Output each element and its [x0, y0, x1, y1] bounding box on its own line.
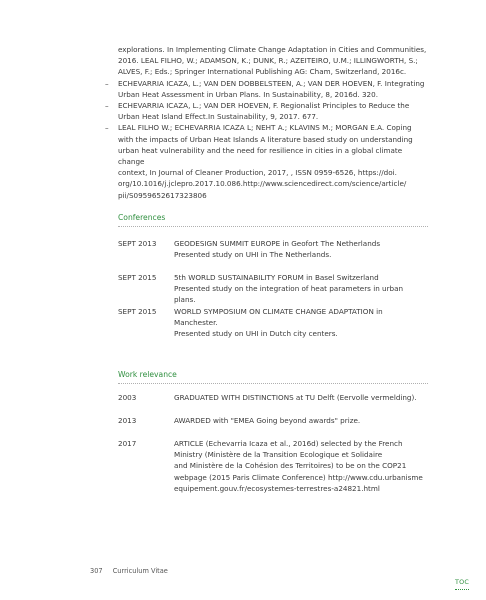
- entry-description: [174, 306, 426, 340]
- entry-line: GRADUATED WITH DISTINCTIONS at TU Delft (Eervolle vermelding).: [174, 393, 417, 402]
- entry-date: SEPT 2015: [118, 307, 157, 316]
- reference-line: – ECHEVARRIA ICAZA, L.; VAN DER HOEVEN, F. Regionalist Principles to Reduce the: [118, 101, 410, 111]
- reference-line: Urban Heat Island Effect.In Sustainability, 9, 2017. 677.: [118, 112, 319, 122]
- reference-list: [118, 44, 428, 201]
- entry-line: Presented study on the integration of heat parameters in urban plans.: [174, 284, 404, 305]
- entry-date: 2017: [118, 439, 137, 448]
- reference-line: explorations. In Implementing Climate Change Adaptation in Cities and Communities,: [118, 45, 427, 54]
- entry-description: [174, 438, 426, 494]
- section-divider: [118, 226, 428, 227]
- page-footer: [90, 566, 168, 577]
- reference-entry: [118, 122, 428, 200]
- page-number: 307: [90, 567, 103, 575]
- conferences-heading: Conferences: [118, 213, 166, 222]
- reference-line: context, In Journal of Cleaner Production, 2017, , ISSN 0959-6526, https://doi.: [118, 168, 397, 178]
- entry-description: [174, 238, 426, 260]
- reference-entry: [118, 44, 428, 78]
- entry-description: [174, 272, 426, 306]
- entry-line: Manchester.: [174, 318, 218, 328]
- entry-line: 5th WORLD SUSTAINABILITY FORUM in Basel Switzerland: [174, 273, 379, 282]
- reference-entry: [118, 100, 428, 122]
- section-divider: [118, 383, 428, 384]
- entry-line: Ministry (Ministère de la Transition Ecologique et Solidaire: [174, 450, 383, 460]
- entry-description: [174, 415, 426, 426]
- reference-line: Urban Heat Assessment in Urban Plans. In Sustainability, 8, 2016d. 320.: [118, 89, 378, 99]
- entry-date: SEPT 2015: [118, 273, 157, 282]
- reference-line: pii/S0959652617323806: [118, 190, 207, 200]
- reference-line: – ECHEVARRIA ICAZA, L.; VAN DEN DOBBELSTEEN, A.; VAN DER HOEVEN, F. Integrating: [118, 78, 425, 88]
- footer-section-title: Curriculum Vitae: [112, 567, 168, 575]
- entry-line: AWARDED with "EMEA Going beyond awards" prize.: [174, 416, 361, 425]
- entry-line: ARTICLE (Echevarria Icaza et al., 2016d) selected by the French: [174, 439, 403, 448]
- entry-line: equipement.gouv.fr/ecosystemes-terrestres-a24821.html: [174, 483, 380, 493]
- reference-line: ALVES, F.; Eds.; Springer International Publishing AG: Cham, Switzerland, 2016c.: [118, 67, 407, 77]
- toc-link[interactable]: TOC: [455, 577, 469, 590]
- conferences-section: [118, 212, 428, 227]
- entry-date: 2003: [118, 393, 137, 402]
- entry-line: GEODESIGN SUMMIT EUROPE in Geofort The Netherlands: [174, 239, 381, 248]
- reference-line: 2016. LEAL FILHO, W.; ADAMSON, K.; DUNK, R.; AZEITEIRO, U.M.; ILLINGWORTH, S.;: [118, 56, 418, 66]
- reference-line: org/10.1016/j.jclepro.2017.10.086.http://www.sciencedirect.com/science/article/: [118, 179, 407, 189]
- reference-line: – LEAL FILHO W.; ECHEVARRIA ICAZA L; NEHT A.; KLAVINS M.; MORGAN E.A. Coping: [118, 123, 412, 133]
- reference-entry: [118, 78, 428, 100]
- entry-description: [174, 392, 426, 403]
- entry-line: WORLD SYMPOSIUM ON CLIMATE CHANGE ADAPTATION in: [174, 307, 383, 316]
- entry-date: 2013: [118, 416, 137, 425]
- reference-line: with the impacts of Urban Heat Islands A literature based study on understanding: [118, 134, 413, 144]
- reference-line: urban heat vulnerability and the need for resilience in cities in a global climate change: [118, 145, 403, 167]
- entry-line: Presented study on UHI in The Netherlands.: [174, 250, 332, 260]
- entry-line: Presented study on UHI in Dutch city centers.: [174, 329, 338, 339]
- entry-date: SEPT 2013: [118, 239, 157, 248]
- work-relevance-section: [118, 369, 428, 384]
- entry-line: webpage (2015 Paris Climate Conference) http://www.cdu.urbanisme: [174, 472, 423, 482]
- entry-line: and Ministère de la Cohésion des Territoires) to be on the COP21: [174, 461, 407, 471]
- work-relevance-heading: Work relevance: [118, 370, 177, 379]
